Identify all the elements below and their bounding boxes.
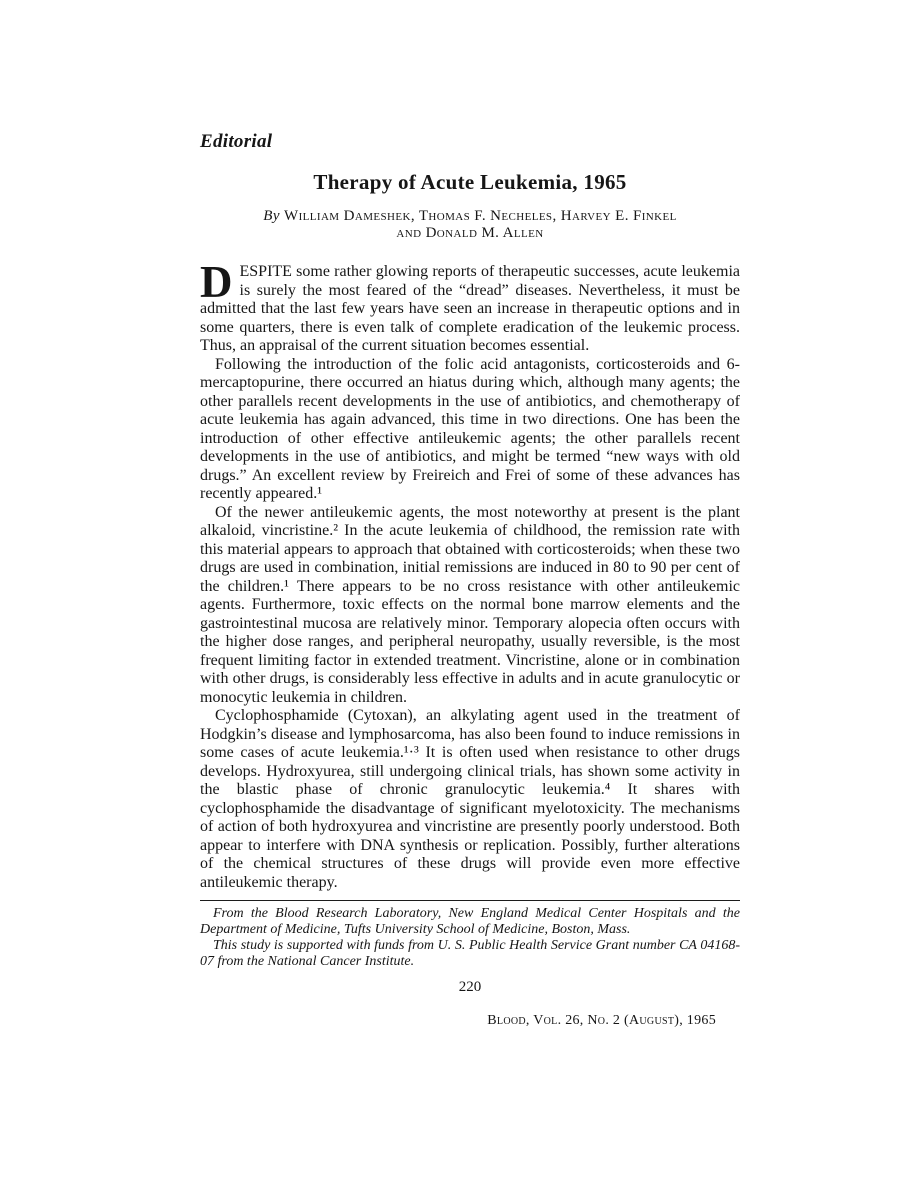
byline-by-label: By xyxy=(263,208,280,224)
footnote-affiliation: From the Blood Research Laboratory, New England Medical Center Hospitals and the Department of Medicine, Tufts University School of Medicine, Boston, Mass. xyxy=(200,906,740,937)
text-column xyxy=(200,131,740,1029)
paragraph-2: Following the introduction of the folic acid antagonists, corticosteroids and 6-mercaptopurine, there occurred an hiatus during which, although many agents; the other parallels recent developments in the use of antibiotics, and chemotherapy of acute leukemia has again advanced, this time in two directions. One has been the introduction of other effective antileukemic agents; the other parallels recent developments in the use of antibiotics, and might be termed “new ways with old drugs.” An excellent review by Freireich and Frei of some of these advances has recently appeared.¹ xyxy=(200,355,740,502)
section-label: Editorial xyxy=(200,131,273,152)
footnote-block xyxy=(200,906,740,970)
paragraph-4: Cyclophosphamide (Cytoxan), an alkylating agent used in the treatment of Hodgkin’s disease and lymphosarcoma, has also been found to induce remissions in some cases of acute leukemia.¹·³ It is often used when resistance to other drugs develops. Hydroxyurea, still undergoing clinical trials, has shown some activity in the blastic phase of chronic granulocytic leukemia.⁴ It shares with cyclophosphamide the disadvantage of significant myelotoxicity. The mechanisms of action of both hydroxyurea and vincristine are presently poorly understood. Both appear to interfere with DNA synthesis or replication. Possibly, further alterations of the chemical structures of these drugs will provide even more effective antileukemic therapy. xyxy=(200,707,740,891)
page-number: 220 xyxy=(458,979,482,995)
article-body xyxy=(200,257,740,892)
byline xyxy=(200,208,740,242)
paragraph-1 xyxy=(200,257,740,356)
drop-cap: D xyxy=(200,257,233,307)
paragraph-1-text: ESPITE some rather glowing reports of therapeutic successes, acute leukemia is surely the most feared of the “dread” diseases. Nevertheless, it must be admitted that the last few years have seen an increase in therapeutic options and in some quarters, there is even talk of complete eradication of the leukemic process. Thus, an appraisal of the current situation becomes essential. xyxy=(200,263,740,354)
byline-authors-line2: and Donald M. Allen xyxy=(396,225,544,241)
footnote-grant: This study is supported with funds from U. S. Public Health Service Grant number CA 04168-07 from the National Cancer Institute. xyxy=(200,938,740,969)
byline-authors-line1: William Dameshek, Thomas F. Necheles, Harvey E. Finkel xyxy=(284,208,677,224)
paragraph-3: Of the newer antileukemic agents, the most noteworthy at present is the plant alkaloid, vincristine.² In the acute leukemia of childhood, the remission rate with this material appears to approach that obtained with corticosteroids; when these two drugs are used in combination, initial remissions are induced in 80 to 90 per cent of the children.¹ There appears to be no cross resistance with other antileukemic agents. Furthermore, toxic effects on the normal bone marrow elements and the gastrointestinal mucosa are relatively minor. Temporary alopecia often occurs with the higher dose ranges, and peripheral neuropathy, usually reversible, is the most frequent limiting factor in extended treatment. Vincristine, alone or in combination with other drugs, is considerably less effective in adults and in acute granulocytic or monocytic leukemia in children. xyxy=(200,503,740,706)
footnote-divider xyxy=(200,900,740,901)
journal-citation: Blood, Vol. 26, No. 2 (August), 1965 xyxy=(487,1013,716,1028)
article-title: Therapy of Acute Leukemia, 1965 xyxy=(313,170,627,194)
